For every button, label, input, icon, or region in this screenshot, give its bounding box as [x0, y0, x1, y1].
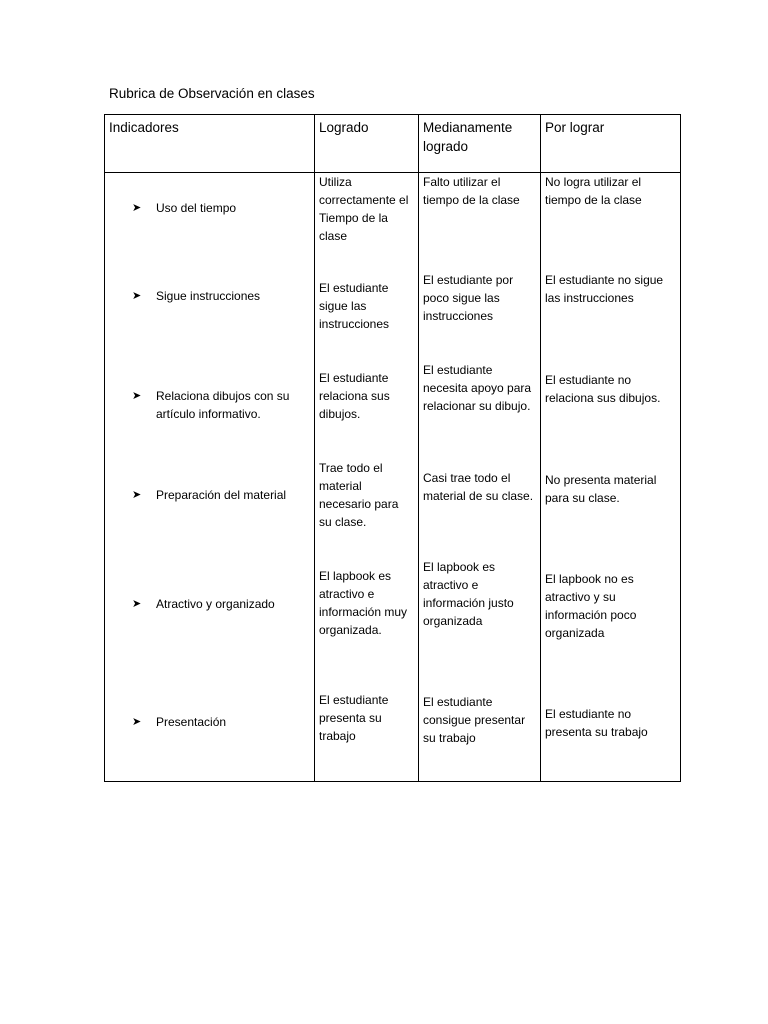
arrowhead-bullet-icon: ➤: [132, 290, 142, 302]
por-lograr-cell: No presenta material para su clase.: [545, 473, 657, 505]
logrado-cell: El estudiante presenta su trabajo: [319, 693, 389, 743]
medianamente-cell: El estudiante necesita apoyo para relacionar su dibujo.: [423, 363, 532, 413]
indicador-label: Presentación: [156, 715, 227, 729]
indicador-uso-del-tiempo: [105, 199, 314, 217]
arrowhead-bullet-icon: ➤: [132, 716, 142, 728]
por-lograr-cell: El estudiante no sigue las instrucciones: [545, 273, 664, 305]
indicador-label: Relaciona dibujos con su artículo informativo.: [156, 389, 290, 421]
document-title: Rubrica de Observación en clases: [109, 86, 315, 101]
indicador-preparacion-material: [105, 486, 314, 504]
arrowhead-bullet-icon: ➤: [132, 598, 142, 610]
indicador-label: Atractivo y organizado: [156, 597, 275, 611]
por-lograr-cell: El estudiante no relaciona sus dibujos.: [545, 373, 661, 405]
indicador-label: Sigue instrucciones: [156, 289, 261, 303]
por-lograr-column: [541, 173, 681, 782]
header-indicadores: Indicadores: [105, 115, 315, 173]
arrowhead-bullet-icon: ➤: [132, 202, 142, 214]
logrado-cell: El estudiante relaciona sus dibujos.: [319, 371, 390, 421]
logrado-cell: El lapbook es atractivo e información muy organizada.: [319, 569, 408, 637]
header-row: [105, 115, 681, 173]
indicador-sigue-instrucciones: [105, 287, 314, 305]
logrado-cell: Utiliza correctamente el Tiempo de la clase: [319, 175, 409, 243]
indicador-label: Preparación del material: [156, 488, 287, 502]
indicador-label: Uso del tiempo: [156, 201, 237, 215]
medianamente-cell: Casi trae todo el material de su clase.: [423, 471, 534, 503]
header-logrado: Logrado: [315, 115, 419, 173]
medianamente-cell: El estudiante consigue presentar su trabajo: [423, 695, 526, 745]
medianamente-cell: El lapbook es atractivo e información justo organizada: [423, 560, 514, 628]
por-lograr-cell: El estudiante no presenta su trabajo: [545, 707, 648, 739]
logrado-cell: Trae todo el material necesario para su clase.: [319, 461, 399, 529]
medianamente-column: [419, 173, 541, 782]
indicador-relaciona-dibujos: [105, 387, 314, 423]
por-lograr-cell: No logra utilizar el tiempo de la clase: [545, 175, 642, 207]
arrowhead-bullet-icon: ➤: [132, 390, 142, 402]
header-por-lograr: Por lograr: [541, 115, 681, 173]
indicadores-column: [105, 173, 315, 782]
indicador-atractivo-organizado: [105, 595, 314, 613]
indicador-presentacion: [105, 713, 314, 731]
logrado-column: [315, 173, 419, 782]
logrado-cell: El estudiante sigue las instrucciones: [319, 281, 390, 331]
medianamente-cell: Falto utilizar el tiempo de la clase: [423, 175, 520, 207]
arrowhead-bullet-icon: ➤: [132, 489, 142, 501]
por-lograr-cell: El lapbook no es atractivo y su información poco organizada: [545, 572, 637, 640]
medianamente-cell: El estudiante por poco sigue las instrucciones: [423, 273, 514, 323]
rubric-table: [104, 114, 681, 782]
header-medianamente-logrado: Medianamente logrado: [419, 115, 541, 173]
table-body-row: [105, 173, 681, 782]
